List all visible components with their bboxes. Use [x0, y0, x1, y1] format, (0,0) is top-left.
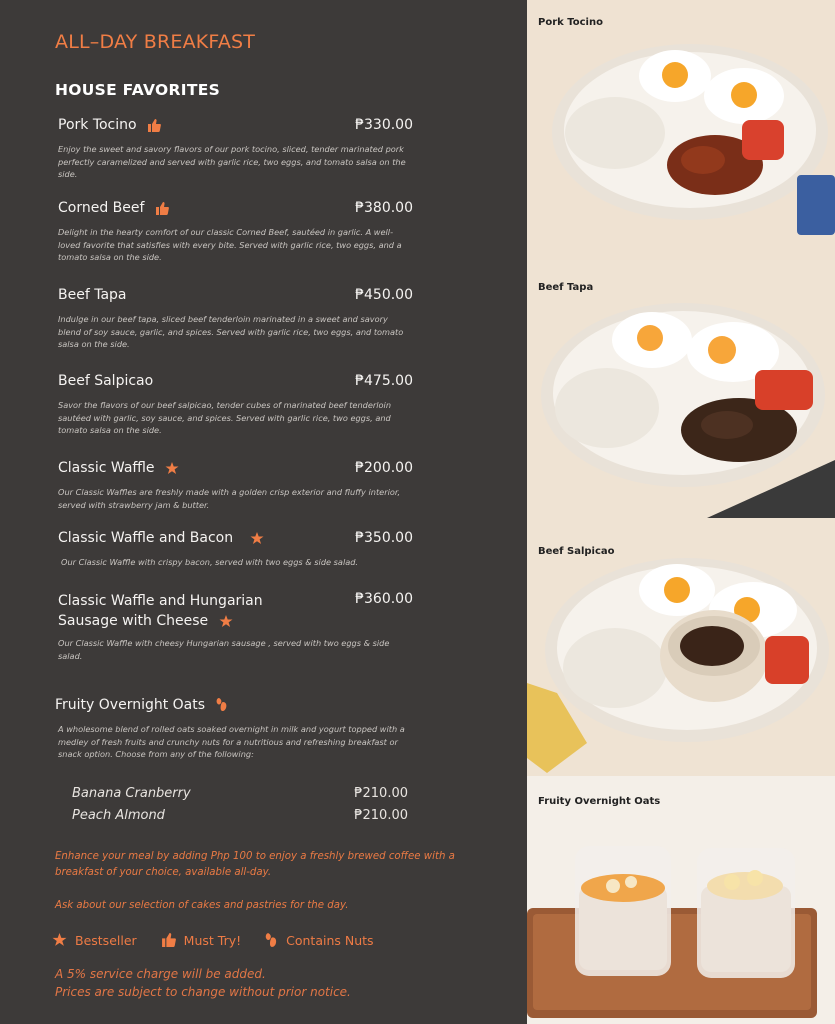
item-price: ₱350.00: [355, 530, 413, 546]
thumbs-up-icon: [155, 202, 169, 215]
item-description: Delight in the hearty comfort of our classic Corned Beef, sautéed in garlic. A well-loved favorite that satisfies with every bite. Served with garlic rice, two eggs, and a tomato salsa on the side.: [58, 227, 402, 262]
item-price: ₱380.00: [355, 200, 413, 216]
thumbs-up-icon: [161, 933, 176, 947]
item-price: ₱450.00: [355, 287, 413, 303]
legend-label: Bestseller: [75, 932, 137, 948]
photo-beef-salpicao: [527, 518, 835, 776]
legend-must-try: [161, 933, 241, 948]
item-name: Pork Tocino: [58, 117, 137, 133]
menu-item-classic-waffle: [58, 460, 413, 511]
option-name: Peach Almond: [72, 808, 165, 823]
cakes-note: Ask about our selection of cakes and pastries for the day.: [55, 900, 349, 911]
item-description: Our Classic Waffle with crispy bacon, served with two eggs & side salad.: [61, 557, 359, 567]
option-name: Banana Cranberry: [72, 786, 191, 801]
beef-tapa-image: [527, 260, 835, 518]
menu-item-classic-waffle-bacon: [58, 530, 413, 569]
item-name: Fruity Overnight Oats: [55, 697, 206, 713]
item-description: Our Classic Waffles are freshly made with a golden crisp exterior and fluffy interior, served with strawberry jam & butter.: [58, 487, 401, 510]
item-description: Indulge in our beef tapa, sliced beef tenderloin marinated in a sweet and savory blend of soy sauce, garlic, and spices. Served with garlic rice, two eggs, and tomato salsa on the side.: [58, 314, 404, 349]
nuts-icon: [216, 697, 228, 713]
item-name: Classic Waffle: [58, 460, 155, 476]
menu-item-beef-tapa: [58, 287, 413, 351]
option-price: ₱210.00: [354, 808, 408, 823]
item-description: Enjoy the sweet and savory flavors of our pork tocino, sliced, tender marinated pork perfectly caramelized and served with garlic rice, two eggs, and tomato salsa on the side.: [58, 144, 406, 179]
item-price: ₱330.00: [355, 117, 413, 133]
photo-label: Beef Tapa: [538, 282, 594, 293]
menu-item-corned-beef: [58, 200, 413, 264]
item-price: ₱200.00: [355, 460, 413, 476]
star-icon: [165, 462, 179, 475]
overnight-oats-image: [527, 776, 835, 1024]
item-description: Our Classic Waffle with cheesy Hungarian sausage , served with two eggs & side salad.: [58, 638, 390, 661]
legend-label: Must Try!: [183, 932, 242, 948]
section-title: HOUSE FAVORITES: [55, 81, 221, 99]
menu-item-classic-waffle-sausage: [58, 591, 413, 662]
photo-panel: [527, 0, 835, 1024]
item-name: Classic Waffle and Bacon: [58, 530, 234, 546]
menu-item-beef-salpicao: [58, 373, 413, 437]
star-icon: [52, 933, 67, 947]
coffee-note: Enhance your meal by adding Php 100 to enjoy a freshly brewed coffee with a breakfast of your choice, available all-day.: [55, 851, 455, 878]
item-name: Corned Beef: [58, 200, 145, 216]
photo-beef-tapa: [527, 260, 835, 518]
photo-label: Pork Tocino: [538, 17, 603, 28]
menu-item-overnight-oats: [55, 697, 415, 761]
price-change-note: Prices are subject to change without prior notice.: [55, 985, 351, 999]
item-name: Beef Salpicao: [58, 373, 154, 389]
photo-overnight-oats: [527, 776, 835, 1024]
item-price: ₱475.00: [355, 373, 413, 389]
legend-contains-nuts: [265, 932, 373, 949]
option-price: ₱210.00: [354, 786, 408, 801]
nuts-icon: [265, 932, 278, 949]
thumbs-up-icon: [147, 119, 161, 132]
menu-item-pork-tocino: [58, 117, 413, 181]
item-name: Classic Waffle and Hungarian Sausage with Cheese: [58, 593, 263, 629]
menu-title: ALL–DAY BREAKFAST: [55, 31, 256, 53]
service-charge-note: A 5% service charge will be added.: [55, 967, 266, 981]
item-description: Savor the flavors of our beef salpicao, tender cubes of marinated beef tenderloin sautéed with garlic, soy sauce, and spices. Served with garlic rice, two eggs, and tomato salsa on the side.: [58, 400, 392, 435]
item-description: A wholesome blend of rolled oats soaked overnight in milk and yogurt topped with a medley of fresh fruits and crunchy nuts for a nutritious and refreshing breakfast or snack option. Choose from any of the following:: [58, 724, 405, 759]
oats-option-peach-almond: [72, 808, 408, 828]
footer-notes: [55, 965, 475, 1001]
photo-label: Beef Salpicao: [538, 546, 615, 557]
star-icon: [250, 532, 264, 545]
legend-bestseller: [52, 933, 137, 948]
photo-label: Fruity Overnight Oats: [538, 796, 661, 807]
legend: [52, 930, 398, 950]
item-price: ₱360.00: [355, 591, 413, 607]
star-icon: [219, 615, 233, 628]
legend-label: Contains Nuts: [286, 932, 374, 948]
item-name: Beef Tapa: [58, 287, 127, 303]
oats-option-banana-cranberry: [72, 786, 408, 806]
photo-pork-tocino: [527, 0, 835, 260]
pork-tocino-image: [527, 0, 835, 260]
